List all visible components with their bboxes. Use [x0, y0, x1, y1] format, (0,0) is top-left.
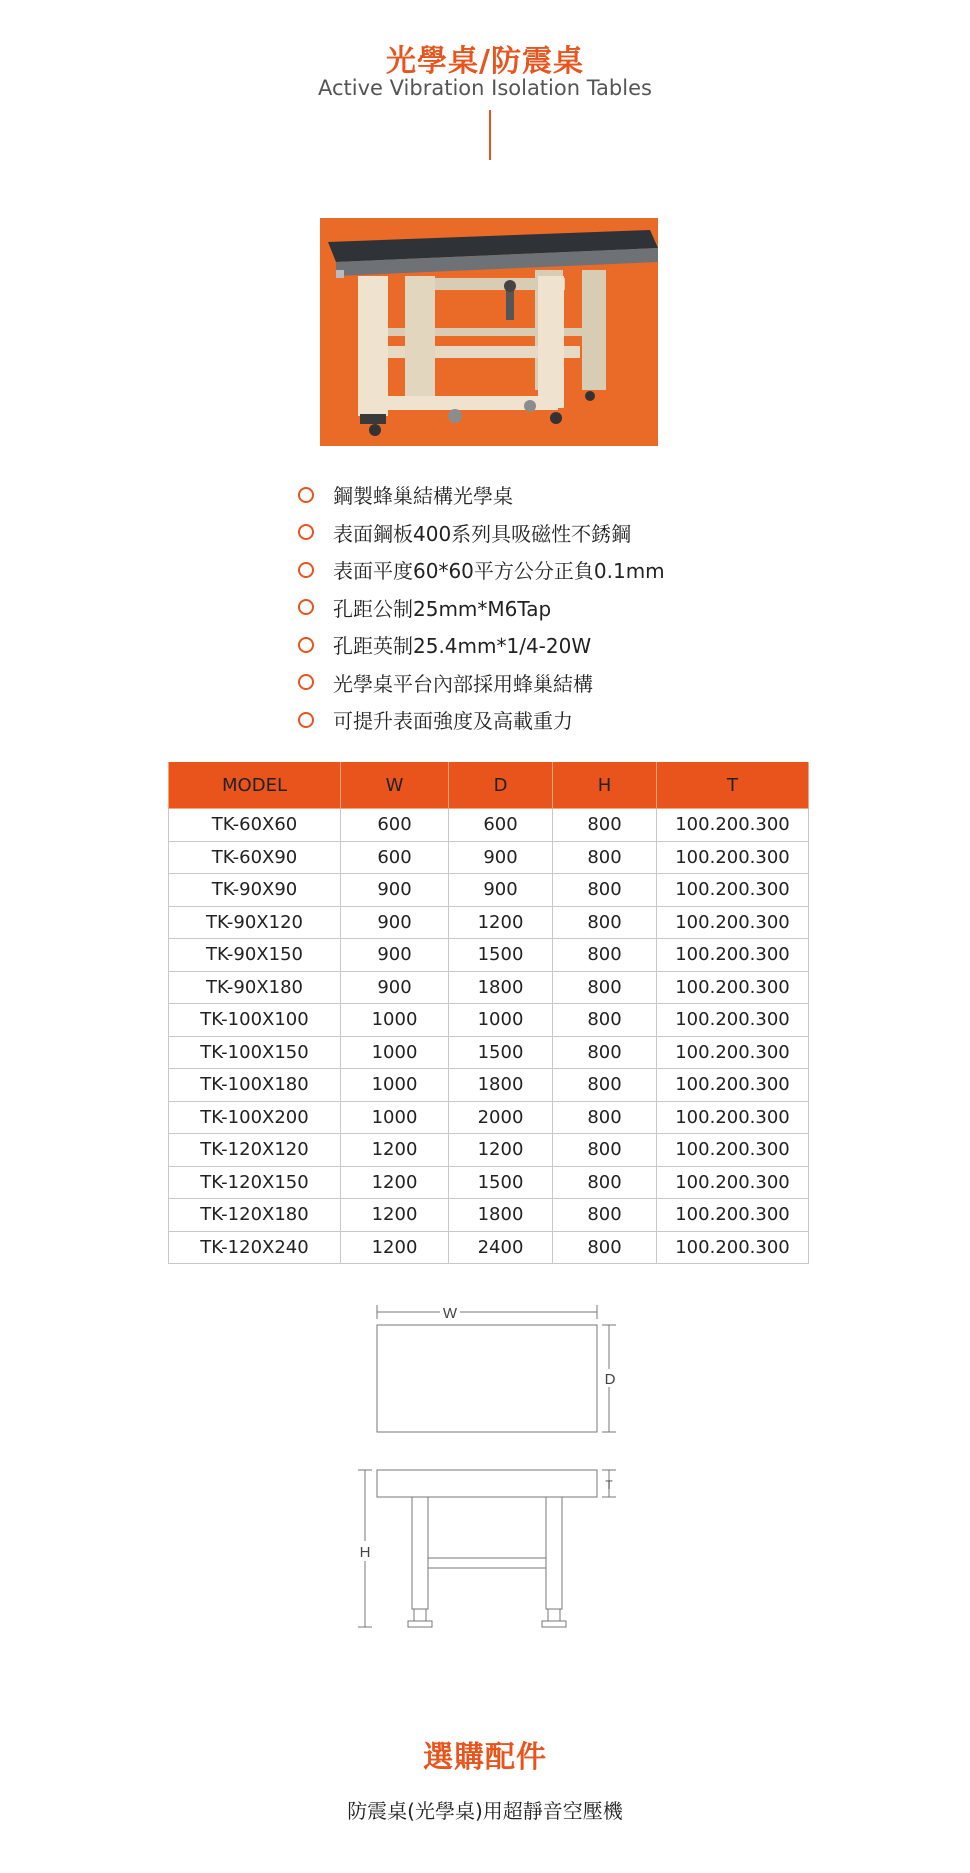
table-row — [169, 1231, 809, 1264]
table-cell: TK-90X90 — [169, 874, 341, 907]
circle-bullet-icon — [298, 599, 314, 615]
dimension-diagram — [350, 1295, 620, 1639]
table-cell: 1200 — [341, 1199, 449, 1232]
feature-item — [298, 701, 665, 739]
feature-text: 孔距英制25.4mm*1/4-20W — [333, 634, 592, 659]
column-header-h: H — [553, 762, 657, 809]
table-cell: 800 — [553, 1134, 657, 1167]
table-cell: 900 — [341, 874, 449, 907]
spec-table — [168, 762, 809, 1264]
table-cell: 100.200.300 — [657, 1036, 809, 1069]
table-cell: TK-60X90 — [169, 841, 341, 874]
table-cell: 800 — [553, 874, 657, 907]
table-cell: TK-120X150 — [169, 1166, 341, 1199]
table-cell: 1200 — [341, 1231, 449, 1264]
table-row — [169, 906, 809, 939]
table-cell: 800 — [553, 809, 657, 842]
circle-bullet-icon — [298, 487, 314, 503]
column-header-d: D — [449, 762, 553, 809]
table-cell: TK-120X120 — [169, 1134, 341, 1167]
table-row — [169, 1101, 809, 1134]
table-cell: TK-90X150 — [169, 939, 341, 972]
table-row — [169, 971, 809, 1004]
table-cell: 1000 — [341, 1004, 449, 1037]
accessories-title: 選購配件 — [423, 1740, 547, 1775]
feature-list — [298, 476, 665, 739]
feature-text: 可提升表面強度及高載重力 — [333, 709, 573, 734]
w-label: W — [442, 1305, 458, 1322]
table-cell: 1200 — [341, 1134, 449, 1167]
table-cell: TK-120X240 — [169, 1231, 341, 1264]
table-cell: 1500 — [449, 1036, 553, 1069]
accessories-item: 防震桌(光學桌)用超靜音空壓機 — [347, 1799, 623, 1823]
top-view-outline — [377, 1325, 597, 1432]
table-row — [169, 1199, 809, 1232]
table-cell: 600 — [341, 841, 449, 874]
feature-item — [298, 551, 665, 589]
column-header-model: MODEL — [169, 762, 341, 809]
table-header-row — [169, 762, 809, 809]
table-cell: 800 — [553, 1231, 657, 1264]
table-cell: 1200 — [449, 906, 553, 939]
table-cell: 800 — [553, 1004, 657, 1037]
table-cell: 1800 — [449, 971, 553, 1004]
table-cell: 900 — [341, 939, 449, 972]
table-cell: 800 — [553, 1101, 657, 1134]
table-cell: 100.200.300 — [657, 1101, 809, 1134]
column-header-w: W — [341, 762, 449, 809]
table-cell: 800 — [553, 1166, 657, 1199]
feature-item — [298, 476, 665, 514]
table-cell: 900 — [341, 971, 449, 1004]
table-cell: 1000 — [449, 1004, 553, 1037]
column-header-t: T — [657, 762, 809, 809]
table-cell: 100.200.300 — [657, 1231, 809, 1264]
title-divider — [489, 110, 491, 160]
table-cell: 800 — [553, 939, 657, 972]
feature-item — [298, 626, 665, 664]
table-cell: TK-90X180 — [169, 971, 341, 1004]
table-cell: 900 — [341, 906, 449, 939]
table-cell: 800 — [553, 841, 657, 874]
table-cell: 2400 — [449, 1231, 553, 1264]
feature-item — [298, 514, 665, 552]
table-cell: 100.200.300 — [657, 939, 809, 972]
table-cell: 2000 — [449, 1101, 553, 1134]
circle-bullet-icon — [298, 524, 314, 540]
table-cell: 1500 — [449, 1166, 553, 1199]
table-cell: 600 — [341, 809, 449, 842]
d-label: D — [604, 1371, 616, 1388]
h-label: H — [359, 1544, 371, 1561]
table-cell: 600 — [449, 809, 553, 842]
table-row — [169, 874, 809, 907]
table-cell: 1000 — [341, 1036, 449, 1069]
feature-text: 孔距公制25mm*M6Tap — [333, 596, 552, 621]
optical-table-illustration — [320, 218, 658, 446]
table-row — [169, 809, 809, 842]
table-cell: 1200 — [341, 1166, 449, 1199]
table-cell: 100.200.300 — [657, 971, 809, 1004]
table-cell: TK-120X180 — [169, 1199, 341, 1232]
circle-bullet-icon — [298, 637, 314, 653]
table-cell: TK-100X100 — [169, 1004, 341, 1037]
table-cell: 100.200.300 — [657, 1069, 809, 1102]
table-cell: 100.200.300 — [657, 906, 809, 939]
table-cell: TK-100X180 — [169, 1069, 341, 1102]
table-cell: TK-90X120 — [169, 906, 341, 939]
circle-bullet-icon — [298, 712, 314, 728]
product-photo — [320, 218, 658, 446]
table-cell: 100.200.300 — [657, 809, 809, 842]
table-cell: TK-60X60 — [169, 809, 341, 842]
feature-item — [298, 589, 665, 627]
page-title: 光學桌/防震桌 — [386, 44, 584, 79]
table-cell: 100.200.300 — [657, 1199, 809, 1232]
table-cell: 900 — [449, 874, 553, 907]
table-cell: 100.200.300 — [657, 1166, 809, 1199]
feature-text: 表面鋼板400系列具吸磁性不銹鋼 — [333, 521, 632, 546]
table-cell: 800 — [553, 971, 657, 1004]
table-row — [169, 1134, 809, 1167]
feature-text: 光學桌平台內部採用蜂巢結構 — [333, 671, 593, 696]
feature-item — [298, 664, 665, 702]
circle-bullet-icon — [298, 562, 314, 578]
table-cell: 100.200.300 — [657, 841, 809, 874]
table-cell: 900 — [449, 841, 553, 874]
table-row — [169, 841, 809, 874]
table-cell: 1800 — [449, 1199, 553, 1232]
table-cell: 1200 — [449, 1134, 553, 1167]
feature-text: 表面平度60*60平方公分正負0.1mm — [333, 559, 665, 584]
table-cell: 100.200.300 — [657, 1134, 809, 1167]
table-cell: 800 — [553, 1199, 657, 1232]
table-cell: 1500 — [449, 939, 553, 972]
table-cell: TK-100X150 — [169, 1036, 341, 1069]
table-row — [169, 1069, 809, 1102]
side-view-top — [377, 1470, 597, 1497]
t-label: T — [605, 1478, 613, 1492]
page-subtitle: Active Vibration Isolation Tables — [318, 76, 652, 100]
table-row — [169, 939, 809, 972]
table-cell: 100.200.300 — [657, 1004, 809, 1037]
circle-bullet-icon — [298, 674, 314, 690]
table-cell: 800 — [553, 1036, 657, 1069]
table-cell: TK-100X200 — [169, 1101, 341, 1134]
table-row — [169, 1166, 809, 1199]
table-cell: 800 — [553, 1069, 657, 1102]
table-cell: 1000 — [341, 1101, 449, 1134]
table-row — [169, 1004, 809, 1037]
table-cell: 800 — [553, 906, 657, 939]
table-cell: 1800 — [449, 1069, 553, 1102]
table-cell: 1000 — [341, 1069, 449, 1102]
feature-text: 鋼製蜂巢結構光學桌 — [333, 484, 513, 509]
table-cell: 100.200.300 — [657, 874, 809, 907]
spec-table-body — [169, 809, 809, 1264]
table-row — [169, 1036, 809, 1069]
